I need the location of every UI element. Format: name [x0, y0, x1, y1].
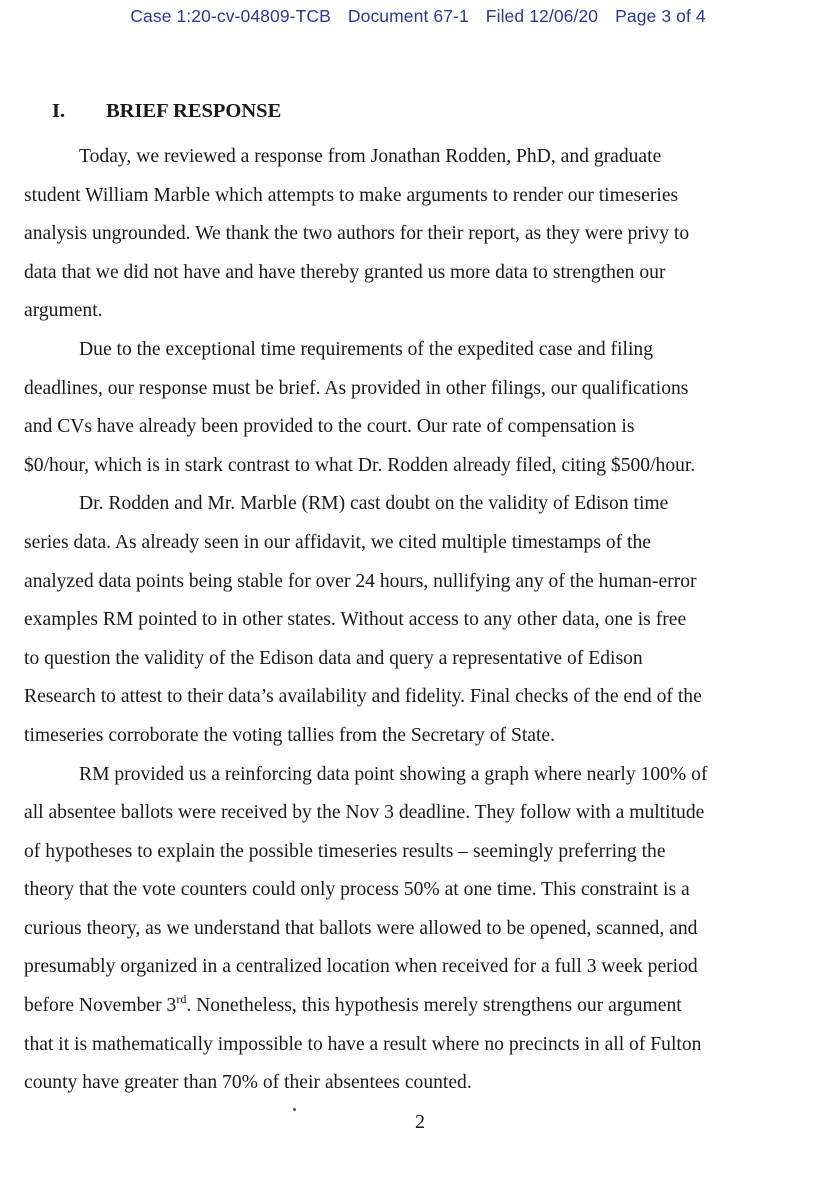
text-line: and CVs have already been provided to the court. Our rate of compensation is — [24, 416, 635, 438]
paragraph-3 — [24, 485, 814, 755]
paragraph-4 — [24, 756, 814, 1103]
text-line: all absentee ballots were received by the Nov 3 deadline. They follow with a multitude — [24, 802, 705, 824]
case-number: Case 1:20-cv-04809-TCB — [130, 6, 331, 26]
text-line: $0/hour, which is in stark contrast to what Dr. Rodden already filed, citing $500/hour. — [24, 454, 696, 476]
section-heading — [52, 100, 281, 123]
text-line: of hypotheses to explain the possible timeseries results – seemingly preferring the — [24, 840, 666, 862]
text-line: Due to the exceptional time requirements of the expedited case and filing — [79, 338, 653, 360]
text-line: Research to attest to their data’s availability and fidelity. Final checks of the end of the — [24, 686, 702, 708]
page-count: Page 3 of 4 — [615, 6, 706, 26]
text-line: to question the validity of the Edison data and query a representative of Edison — [24, 647, 643, 669]
text-line-with-superscript — [24, 987, 814, 1026]
page-number — [0, 1111, 836, 1134]
paragraph-1 — [24, 138, 814, 331]
text-line: curious theory, as we understand that ballots were allowed to be opened, scanned, and — [24, 917, 698, 939]
text-line: data that we did not have and have thereby granted us more data to strengthen our — [24, 261, 666, 283]
document-number: Document 67-1 — [347, 6, 469, 26]
section-number: I. — [52, 100, 66, 122]
text-line: argument. — [24, 300, 103, 322]
text-line: theory that the vote counters could only process 50% at one time. This constraint is a — [24, 879, 690, 901]
case-header — [0, 6, 836, 27]
paragraph-2 — [24, 331, 814, 485]
text-line: examples RM pointed to in other states. Without access to any other data, one is free — [24, 609, 687, 631]
ordinal-superscript: rd — [176, 992, 187, 1007]
text-line: deadlines, our response must be brief. As provided in other filings, our qualifications — [24, 377, 689, 399]
text-after-superscript: . Nonetheless, this hypothesis merely strengthens our argument — [186, 995, 682, 1017]
filed-date: Filed 12/06/20 — [485, 6, 599, 26]
text-line: county have greater than 70% of their absentees counted. — [24, 1072, 472, 1094]
body-text — [24, 138, 814, 1103]
text-line: Dr. Rodden and Mr. Marble (RM) cast doubt on the validity of Edison time — [79, 493, 669, 515]
text-line: Today, we reviewed a response from Jonathan Rodden, PhD, and graduate — [79, 146, 662, 167]
text-line: that it is mathematically impossible to have a result where no precincts in all of Fulton — [24, 1033, 702, 1055]
text-line: analyzed data points being stable for over 24 hours, nullifying any of the human-error — [24, 570, 697, 592]
text-line: timeseries corroborate the voting tallies from the Secretary of State. — [24, 724, 556, 746]
section-title: BRIEF RESPONSE — [106, 100, 282, 122]
page-number-text: 2 — [415, 1111, 425, 1133]
text-before-superscript: before November 3 — [24, 995, 177, 1017]
text-line: student William Marble which attempts to make arguments to render our timeseries — [24, 184, 679, 206]
text-line: series data. As already seen in our affidavit, we cited multiple timestamps of the — [24, 531, 651, 553]
text-line: RM provided us a reinforcing data point showing a graph where nearly 100% of — [79, 763, 708, 785]
text-line: analysis ungrounded. We thank the two authors for their report, as they were privy to — [24, 223, 690, 245]
text-line: presumably organized in a centralized location when received for a full 3 week period — [24, 956, 698, 978]
